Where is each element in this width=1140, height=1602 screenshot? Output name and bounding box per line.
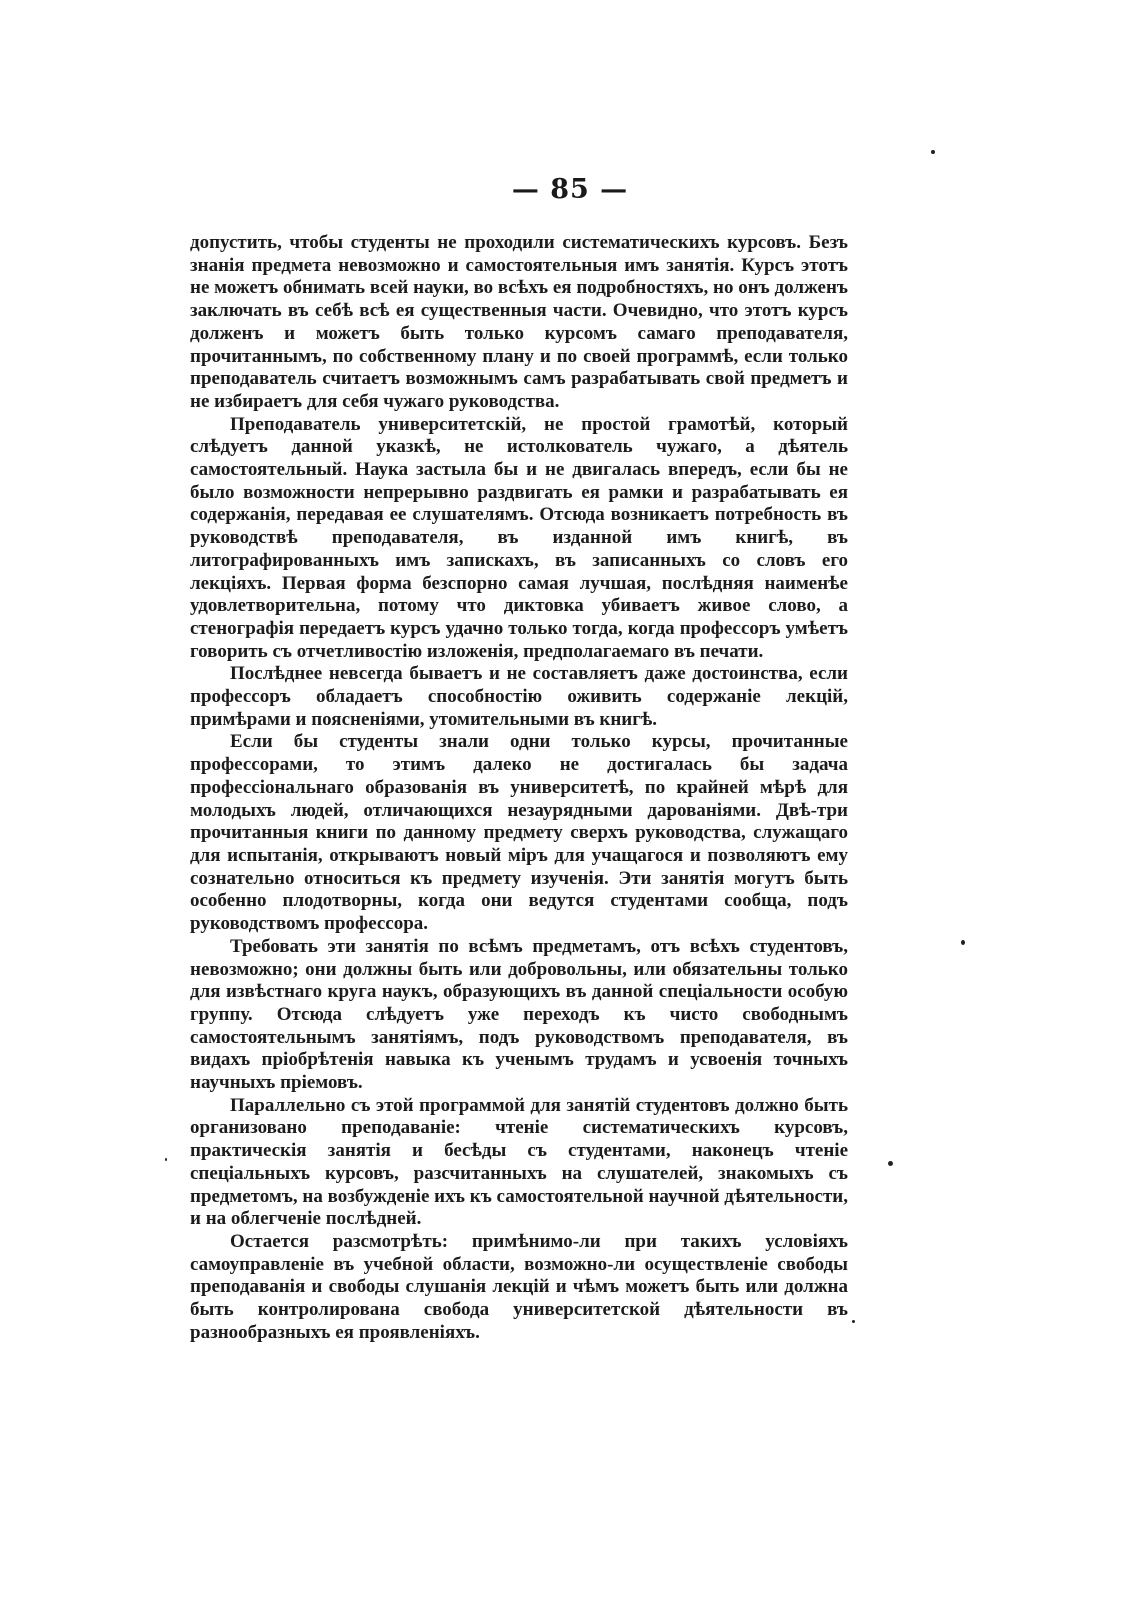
- scan-speck: [852, 1320, 855, 1323]
- paragraph-1: допустить, чтобы студенты не проходили систематическихъ курсовъ. Безъ знанія предмета невозможно и самостоятельныя имъ занятія. Курсъ этотъ не можетъ обнимать всей науки, во всѣхъ ея подробностяхъ, но онъ долженъ заключать въ себѣ всѣ ея существенныя части. Очевидно, что этотъ курсъ долженъ и можетъ быть только курсомъ самаго преподавателя, прочитаннымъ, по собственному плану и по своей программѣ, если только преподаватель считаетъ возможнымъ самъ разрабатывать свой предметъ и не избираетъ для себя чужаго руководства.: [190, 232, 848, 412]
- paragraph-4: Если бы студенты знали одни только курсы, прочитанные профессорами, то этимъ далеко не достигалась бы задача профессіональнаго образованія въ университетѣ, по крайней мѣрѣ для молодыхъ людей, отличающихся незаурядными дарованіями. Двѣ-три прочитанныя книги по данному предмету сверхъ руководства, служащаго для испытанія, открываютъ новый міръ для учащагося и позволяютъ ему сознательно относиться къ предмету изученія. Эти занятія могутъ быть особенно плодотворны, когда они ведутся студентами сообща, подъ руководствомъ профессора.: [190, 731, 848, 935]
- scan-speck: [888, 1161, 893, 1166]
- scan-speck: [961, 940, 965, 945]
- scan-speck: [931, 150, 935, 154]
- page-number: — 85 —: [511, 174, 629, 205]
- paragraph-7: Остается разсмотрѣть: примѣнимо-ли при такихъ условіяхъ самоуправленіе въ учебной области, возможно-ли осуществленіе свободы преподаванія и свободы слушанія лекцій и чѣмъ можетъ быть или должна быть контролирована свобода университетской дѣятельности въ разнообразныхъ ея проявленіяхъ.: [190, 1230, 848, 1343]
- paragraph-5: Требовать эти занятія по всѣмъ предметамъ, отъ всѣхъ студентовъ, невозможно; они должны быть или добровольны, или обязательны только для извѣстнаго круга наукъ, образующихъ въ данной спеціальности особую группу. Отсюда слѣдуетъ уже переходъ къ чисто свободнымъ самостоятельнымъ занятіямъ, подъ руководствомъ преподавателя, въ видахъ пріобрѣтенія навыка къ ученымъ трудамъ и усвоенія точныхъ научныхъ пріемовъ.: [190, 935, 848, 1094]
- paragraph-2: Преподаватель университетскій, не простой грамотѣй, который слѣдуетъ данной указкѣ, не истолкователь чужаго, а дѣятель самостоятельный. Наука застыла бы и не двигалась впередъ, если бы не было возможности непрерывно раздвигать ея рамки и разрабатывать ея содержанія, передавая ее слушателямъ. Отсюда возникаетъ потребность въ руководствѣ преподавателя, въ изданной имъ книгѣ, въ литографированныхъ имъ запискахъ, въ записанныхъ со словъ его лекціяхъ. Первая форма безспорно самая лучшая, послѣдняя наименѣе удовлетворительна, потому что диктовка убиваетъ живое слово, а стенографія передаетъ курсъ удачно только тогда, когда профессоръ умѣетъ говорить съ отчетливостію изложенія, предполагаемаго въ печати.: [190, 413, 848, 662]
- scan-speck: [165, 1158, 167, 1161]
- paragraph-3: Послѣднее невсегда бываетъ и не составляетъ даже достоинства, если профессоръ обладаетъ способностію оживить содержаніе лекцій, примѣрами и поясненіями, утомительными въ книгѣ.: [190, 663, 848, 730]
- body-text: [190, 232, 848, 1344]
- paragraph-6: Параллельно съ этой программой для занятій студентовъ должно быть организовано преподаваніе: чтеніе систематическихъ курсовъ, практическія занятія и бесѣды съ студентами, наконецъ чтеніе спеціальныхъ курсовъ, разсчитанныхъ на слушателей, знакомыхъ съ предметомъ, на возбужденіе ихъ къ самостоятельной научной дѣятельности, и на облегченіе послѣдней.: [190, 1094, 848, 1230]
